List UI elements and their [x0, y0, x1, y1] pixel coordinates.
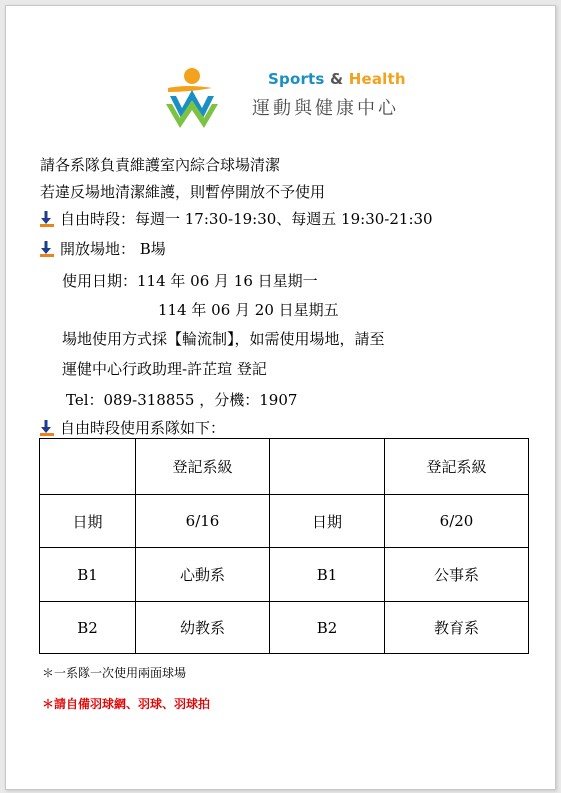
tel-line: Tel：089-318855 ，分機：1907 [66, 391, 298, 409]
table-cell: B1 [40, 548, 136, 602]
table-cell: 幼教系 [136, 602, 270, 654]
arrow-bullet-icon [40, 241, 54, 257]
table-cell: 登記系級 [136, 439, 270, 495]
table-row [40, 602, 529, 654]
table-cell: 6/20 [385, 495, 529, 548]
notice-line-1: 請各系隊負責維護室內綜合球場清潔 [40, 156, 281, 174]
document-page [5, 5, 556, 790]
table-row [40, 495, 529, 548]
table-cell [40, 439, 136, 495]
logo-chinese-text: 運動與健康中心 [252, 98, 399, 119]
note-one-team: ＊一系隊一次使用兩面球場 [42, 666, 187, 680]
date-line-2: 114 年 06 月 20 日星期五 [158, 301, 339, 319]
notice-line-2: 若違反場地清潔維護，則暫停開放不予使用 [40, 183, 326, 201]
table-cell: 心動系 [136, 548, 270, 602]
method-line-1: 場地使用方式採【輪流制】，如需使用場地，請至 [62, 330, 385, 348]
teams-heading-line [40, 418, 225, 438]
free-time-line [40, 209, 433, 229]
logo-english-text: Sports & Health [268, 70, 406, 88]
table-cell: 日期 [270, 495, 385, 548]
sports-health-logo [160, 62, 420, 132]
table-cell: B1 [270, 548, 385, 602]
venue-line [40, 239, 166, 259]
method-line-2: 運健中心行政助理-許芷瑄 登記 [62, 360, 267, 378]
table-cell [270, 439, 385, 495]
free-time-text: 自由時段：每週一 17:30-19:30、每週五 19:30-21:30 [60, 210, 433, 228]
team-schedule-table [39, 438, 529, 654]
date-line-1: 使用日期：114 年 06 月 16 日星期一 [62, 272, 318, 290]
table-cell: 公事系 [385, 548, 529, 602]
table-cell: B2 [270, 602, 385, 654]
table-cell: 登記系級 [385, 439, 529, 495]
logo-mark-icon [160, 62, 250, 132]
arrow-bullet-icon [40, 211, 54, 227]
teams-heading-text: 自由時段使用系隊如下： [60, 419, 226, 437]
table-cell: 日期 [40, 495, 136, 548]
table-cell: 6/16 [136, 495, 270, 548]
table-row [40, 548, 529, 602]
note-equipment: ＊請自備羽球網、羽球、羽球拍 [42, 697, 211, 711]
arrow-bullet-icon [40, 420, 54, 436]
table-row [40, 439, 529, 495]
table-cell: B2 [40, 602, 136, 654]
table-cell: 教育系 [385, 602, 529, 654]
venue-text: 開放場地： B場 [60, 240, 166, 258]
